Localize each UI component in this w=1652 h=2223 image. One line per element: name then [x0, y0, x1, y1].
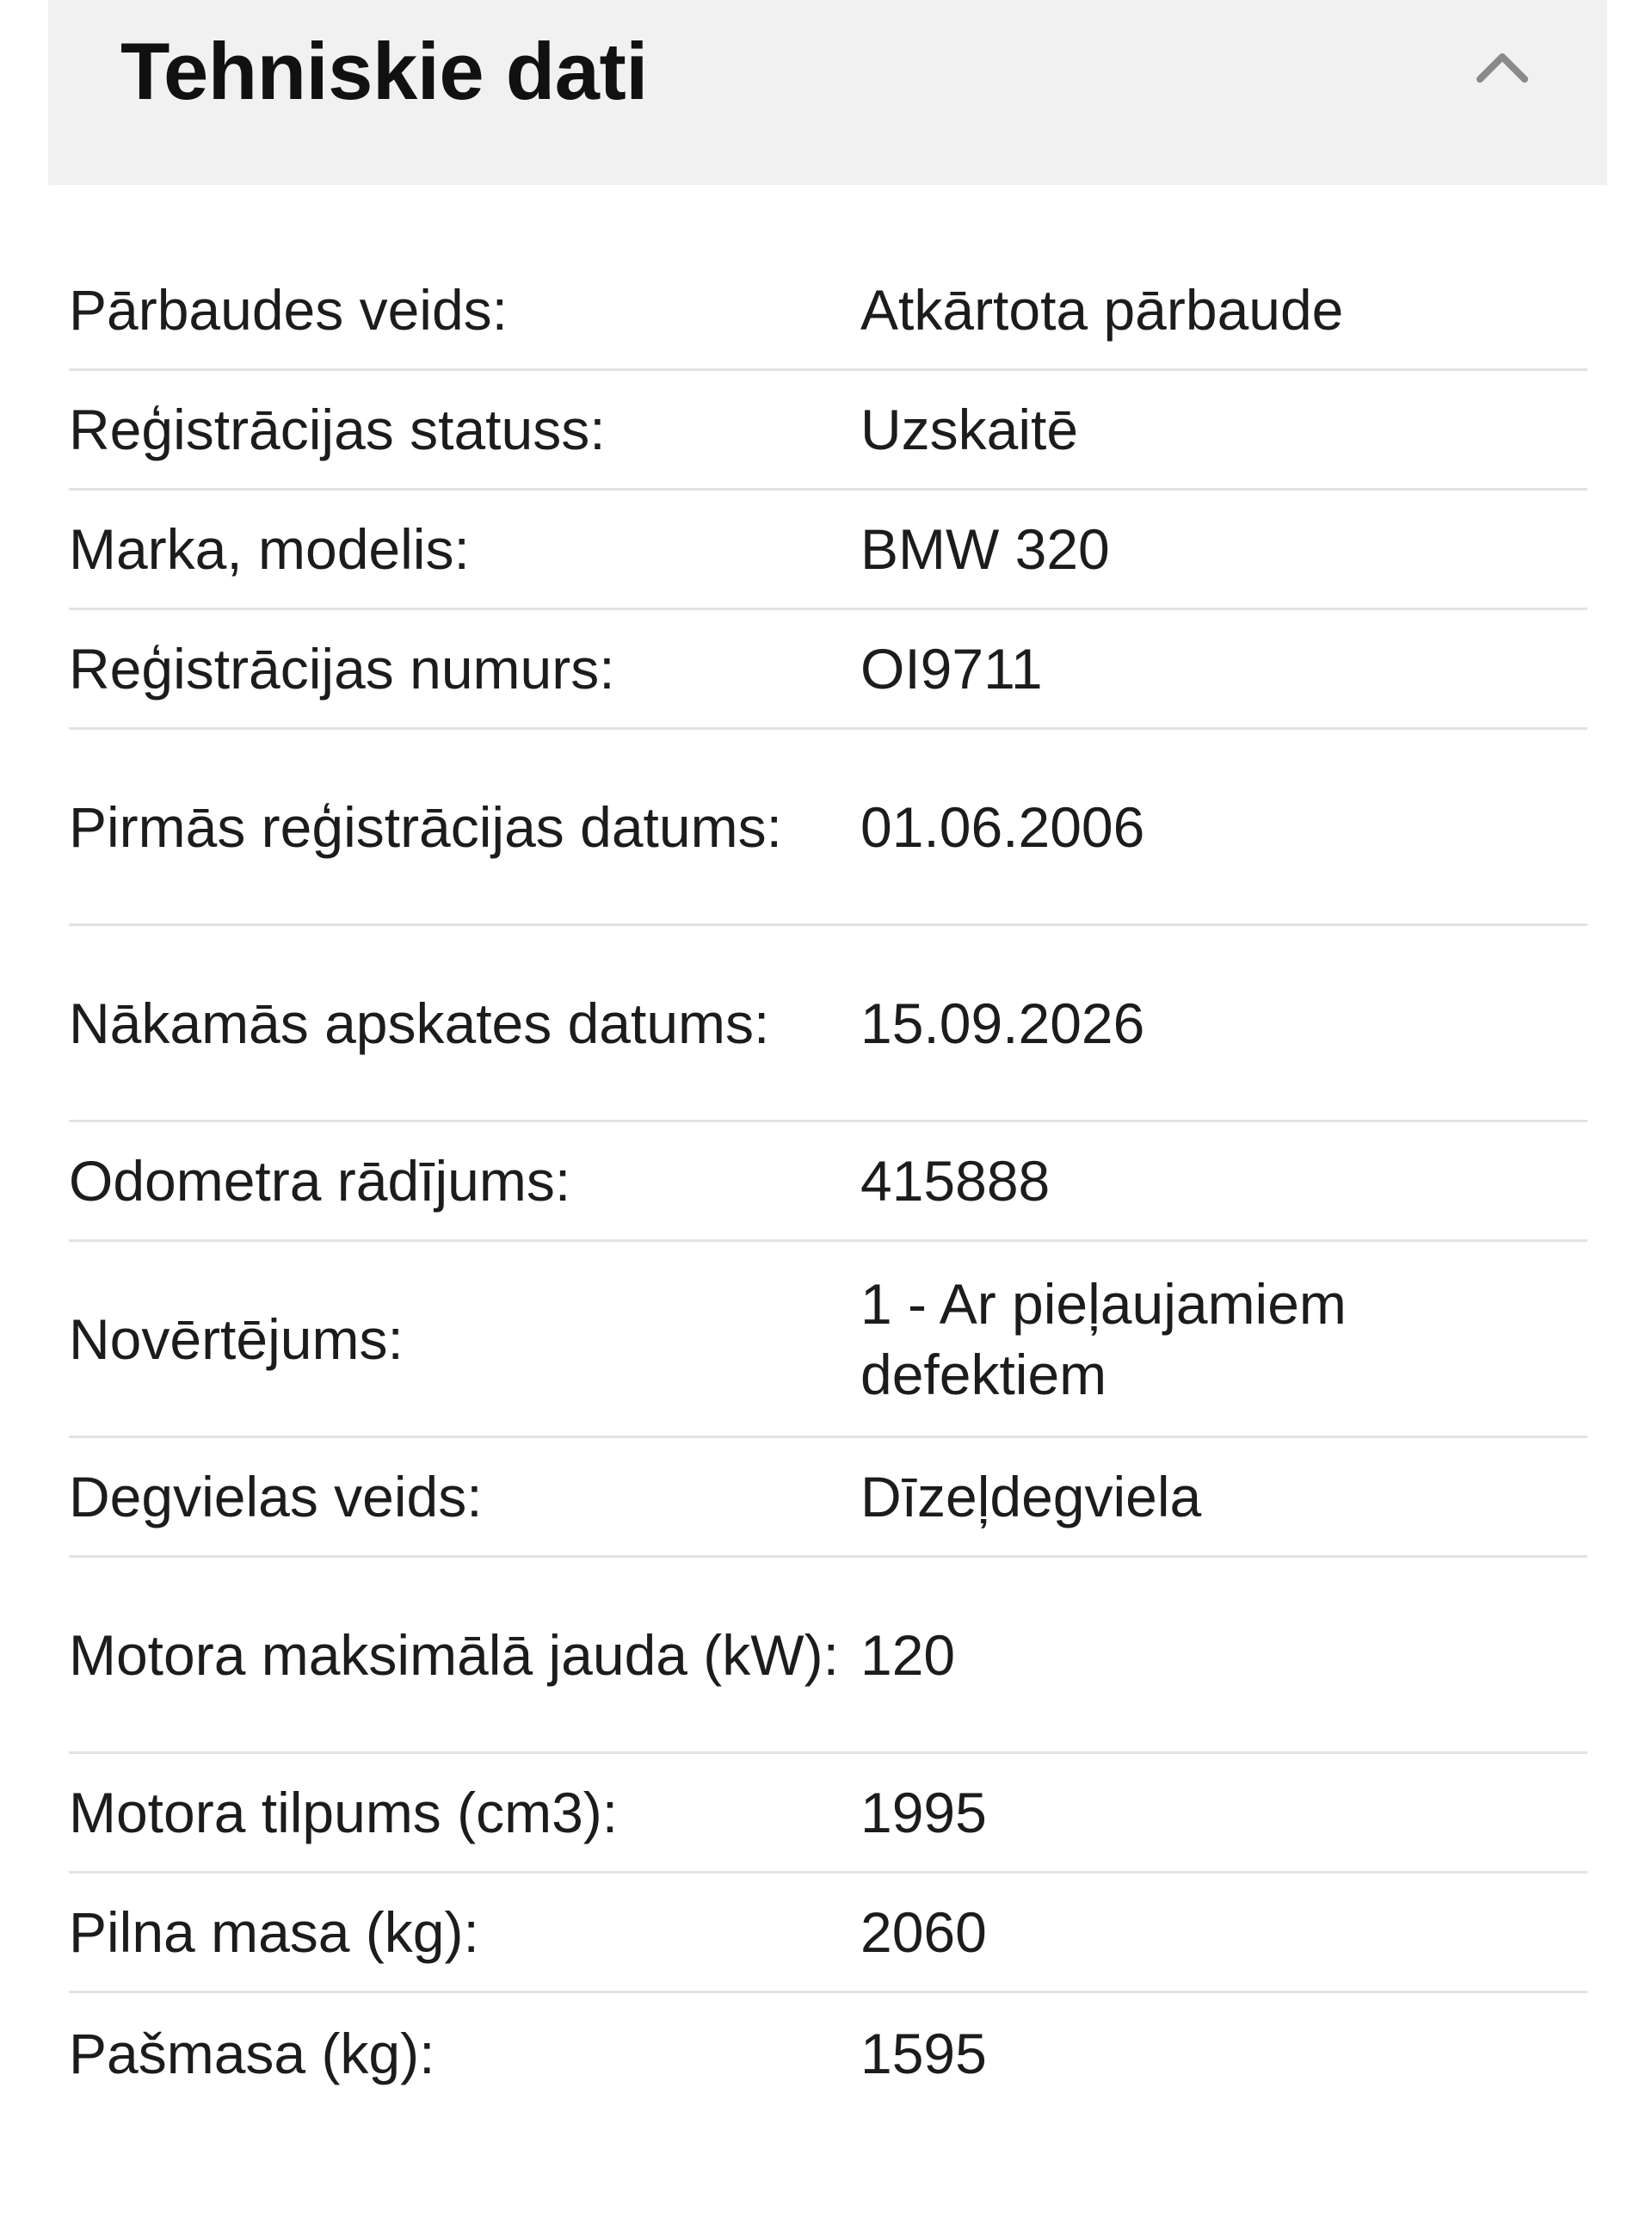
- spec-value: Uzskaitē: [860, 398, 1079, 461]
- spec-row: [69, 1558, 1587, 1754]
- spec-label: Motora maksimālā jauda (kW):: [69, 1622, 839, 1687]
- spec-row: [69, 730, 1587, 926]
- spec-label: Reģistrācijas statuss:: [69, 398, 606, 461]
- spec-label: Pirmās reģistrācijas datums:: [69, 794, 782, 859]
- spec-label: Degvielas veids:: [69, 1465, 483, 1528]
- spec-value: 120: [860, 1622, 956, 1687]
- spec-label: Novērtējums:: [69, 1306, 404, 1371]
- spec-label: Marka, modelis:: [69, 517, 470, 581]
- spec-label: Reģistrācijas numurs:: [69, 637, 615, 701]
- spec-value: 01.06.2006: [860, 794, 1145, 859]
- panel-header[interactable]: [48, 0, 1607, 185]
- spec-row: [69, 1122, 1587, 1242]
- spec-label: Pilna masa (kg):: [69, 1900, 479, 1964]
- spec-table: [69, 251, 1587, 2113]
- spec-value: 415888: [860, 1149, 1051, 1213]
- spec-value: Dīzeļdegviela: [860, 1465, 1202, 1528]
- spec-row: [69, 1754, 1587, 1874]
- spec-label: Odometra rādījums:: [69, 1149, 571, 1213]
- spec-value: OI9711: [860, 637, 1043, 701]
- spec-label: Pašmasa (kg):: [69, 2021, 435, 2085]
- spec-value: BMW 320: [860, 517, 1110, 581]
- spec-value: Atkārtota pārbaude: [860, 278, 1344, 342]
- spec-row: [69, 491, 1587, 610]
- spec-value: 1595: [860, 2021, 987, 2085]
- spec-row: [69, 251, 1587, 371]
- spec-row: [69, 371, 1587, 491]
- spec-label: Motora tilpums (cm3):: [69, 1781, 619, 1844]
- spec-row: [69, 610, 1587, 730]
- spec-label: Pārbaudes veids:: [69, 278, 508, 342]
- panel-title: Tehniskie dati: [120, 26, 648, 116]
- spec-row: [69, 1993, 1587, 2113]
- spec-row: [69, 1874, 1587, 1993]
- spec-value: 1995: [860, 1781, 987, 1844]
- spec-row: [69, 1242, 1587, 1438]
- spec-label: Nākamās apskates datums:: [69, 991, 770, 1055]
- spec-value: 15.09.2026: [860, 991, 1145, 1055]
- spec-value: 2060: [860, 1900, 987, 1964]
- spec-value: 1 - Ar pieļaujamiem defektiem: [860, 1271, 1347, 1406]
- spec-row: [69, 926, 1587, 1122]
- spec-row: [69, 1438, 1587, 1558]
- chevron-up-icon[interactable]: [1468, 34, 1537, 103]
